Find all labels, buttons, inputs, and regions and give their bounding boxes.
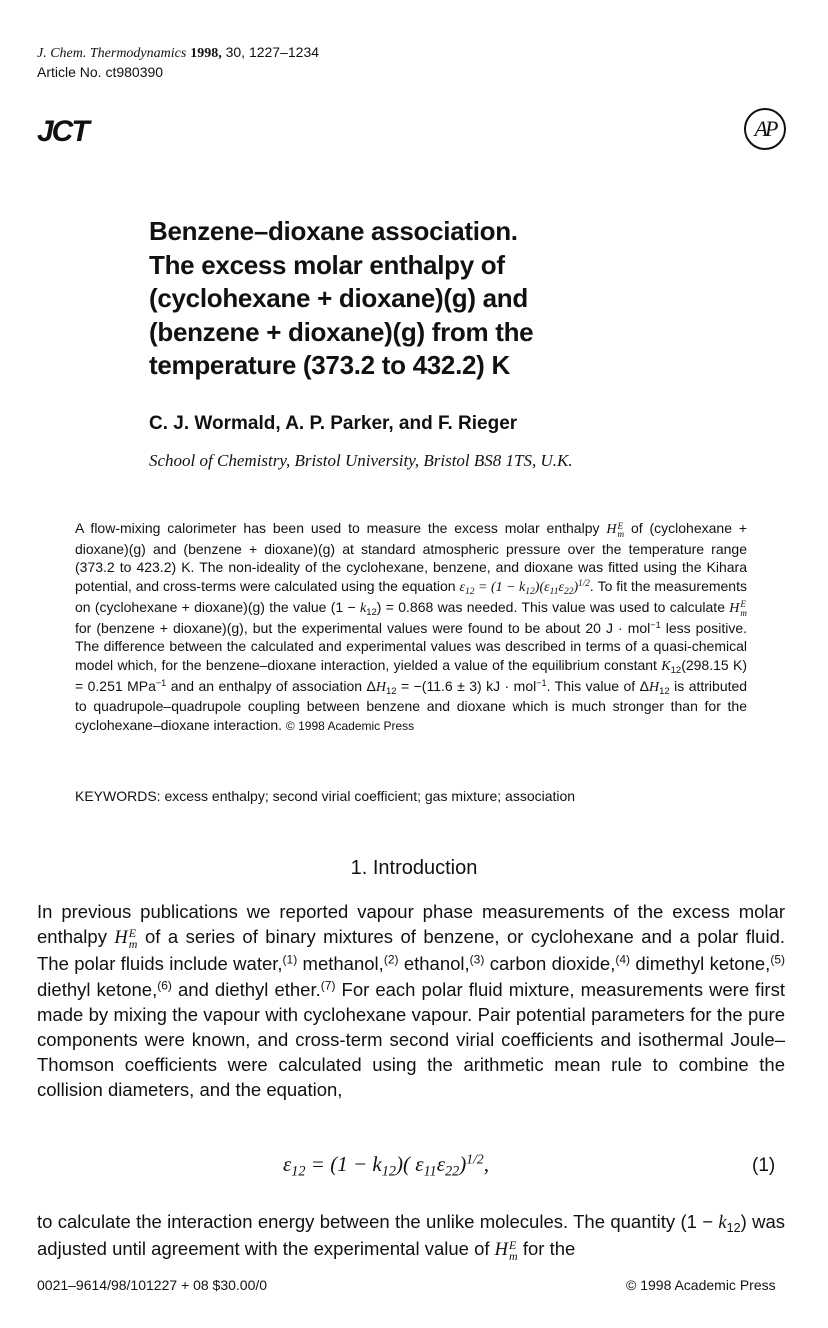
abstract-text: less positive. The difference between the calculated and experimental values was described in terms of a quasi-chemical model which, for the benzene–dioxane interaction, yielded a value of the equilibrium constant [75, 619, 748, 673]
hme-symbol: H E m [494, 1238, 518, 1263]
footer-copyright: © 1998 Academic Press [626, 1277, 776, 1293]
equation-1: $\varepsilon_{12} = (1 - k_{12})$( $\varepsilon_{11}\varepsilon_{22})^{1/2}$, [283, 1151, 489, 1180]
academic-press-logo: AP [744, 108, 786, 150]
dH12-value: $\Delta H_{12} = -(11.6 \pm 3)$ kJ · mol$^{-1}$ [366, 677, 547, 697]
continuation-paragraph [37, 1209, 785, 1263]
body-text: methanol, [297, 953, 384, 975]
hme-symbol: H E m [114, 926, 138, 951]
abstract-text: of (cyclohexane + dioxane)(g) and (benzene + dioxane)(g) at standard atmospheric pressure over the temperature range (373.2 to 423.2) K. The non-ideality of the cyclohexane, benzene, and dioxane was fitted using the Kihara potential, and cross-terms were calculated using the equation [75, 520, 748, 595]
reference-marker[interactable]: (5) [770, 952, 785, 967]
body-text: For each polar fluid mixture, measurements were first made by mixing the vapour with cyclohexane vapour. Pair potential parameters for the pure components were known, and cross-term second virial coefficients and isothermal Joule–Thomson coefficients were calculated using the arithmetic mean rule to combine the collision diameters, and the equation, [37, 978, 785, 1101]
abstract-text: . This value of [546, 677, 636, 694]
body-text: and diethyl ether. [171, 978, 321, 1000]
abstract-text: for (benzene + dioxane)(g), but the experimental values were found to be about 20 J · mol [75, 619, 651, 636]
body-text: was adjusted until agreement with the experimental value of [37, 1211, 785, 1260]
abstract-text: is attributed to quadrupole–quadrupole coupling between benzene and dioxane which is much stronger than for the cyclohexane–dioxane interaction. [75, 677, 748, 734]
abstract-text: . To fit the measurements on (cyclohexane + dioxane)(g) the value [75, 578, 747, 615]
title-line: Benzene–dioxane association. [149, 216, 518, 246]
affiliation: School of Chemistry, Bristol University, Bristol BS8 1TS, U.K. [149, 451, 573, 470]
abstract-text: was needed. This value was used to calculate [437, 598, 725, 615]
body-text: ethanol, [398, 953, 470, 975]
dH12-symbol: $\Delta H_{12}$ [639, 677, 670, 697]
title-line: The excess molar enthalpy of [149, 249, 505, 280]
k12-value: $(1 - k_{12}) = 0.868$ [330, 598, 434, 618]
hme-symbol: H E m [606, 520, 625, 539]
reference-marker[interactable]: (7) [320, 978, 336, 992]
body-text: of a series of binary mixtures of benzene, or cyclohexane and a polar fluid. The polar fluids include water, [37, 926, 785, 975]
abstract-text: A flow-mixing calorimeter has been used to measure the excess molar enthalpy [75, 520, 600, 536]
equation-number: (1) [752, 1155, 776, 1176]
article-title [149, 215, 709, 383]
body-text: to calculate the interaction energy between the unlike molecules. The quantity [37, 1211, 676, 1232]
body-text: carbon dioxide, [484, 953, 616, 975]
K12-value: $K_{12}(298.15$ K) = 0.251 MPa$^{-1}$ [75, 656, 747, 694]
abstract-copyright: © 1998 Academic Press [285, 719, 415, 734]
authors: C. J. Wormald, A. P. Parker, and F. Rieger [149, 413, 518, 434]
reference-marker[interactable]: (2) [383, 952, 399, 967]
journal-name: J. Chem. Thermodynamics [37, 46, 187, 61]
journal-year: 1998, [190, 46, 222, 61]
section-heading: 1. Introduction [350, 857, 478, 879]
title-line: (benzene + dioxane)(g) from the [149, 316, 534, 347]
body-text: dimethyl ketone, [630, 953, 771, 975]
title-line: (cyclohexane + dioxane)(g) and [149, 283, 528, 313]
reference-marker[interactable]: (3) [469, 952, 485, 967]
journal-citation [37, 43, 319, 63]
keywords: KEYWORDS: excess enthalpy; second virial coefficient; gas mixture; association [75, 788, 576, 804]
abstract-equation: $\varepsilon_{12} = (1 - k_{12})(\varepsilon_{11}\varepsilon_{22})^{1/2}$ [459, 578, 590, 597]
intro-paragraph [37, 899, 785, 1103]
reference-marker[interactable]: (6) [157, 978, 172, 992]
abstract [75, 519, 747, 736]
title-line: temperature (373.2 to 432.2) K [149, 350, 510, 380]
body-text: diethyl ketone, [37, 978, 158, 1000]
jct-logo: JCT [37, 115, 88, 148]
article-number: Article No. ct980390 [37, 64, 164, 80]
footer-issn: 0021–9614/98/101227 + 08 $30.00/0 [37, 1277, 268, 1293]
hme-symbol: H E m [729, 599, 747, 618]
reference-marker[interactable]: (4) [615, 952, 631, 967]
abstract-text: and an enthalpy of association [170, 677, 363, 694]
k12-term: $(1 - k_{12})$ [680, 1211, 747, 1235]
journal-volume-pages: 30, 1227–1234 [225, 44, 320, 60]
unit-exponent: −1 [650, 619, 661, 630]
body-text: In previous publications we reported vapour phase measurements of the excess molar enthalpy [37, 901, 785, 948]
body-text: for the [522, 1238, 576, 1260]
reference-marker[interactable]: (1) [282, 952, 298, 967]
